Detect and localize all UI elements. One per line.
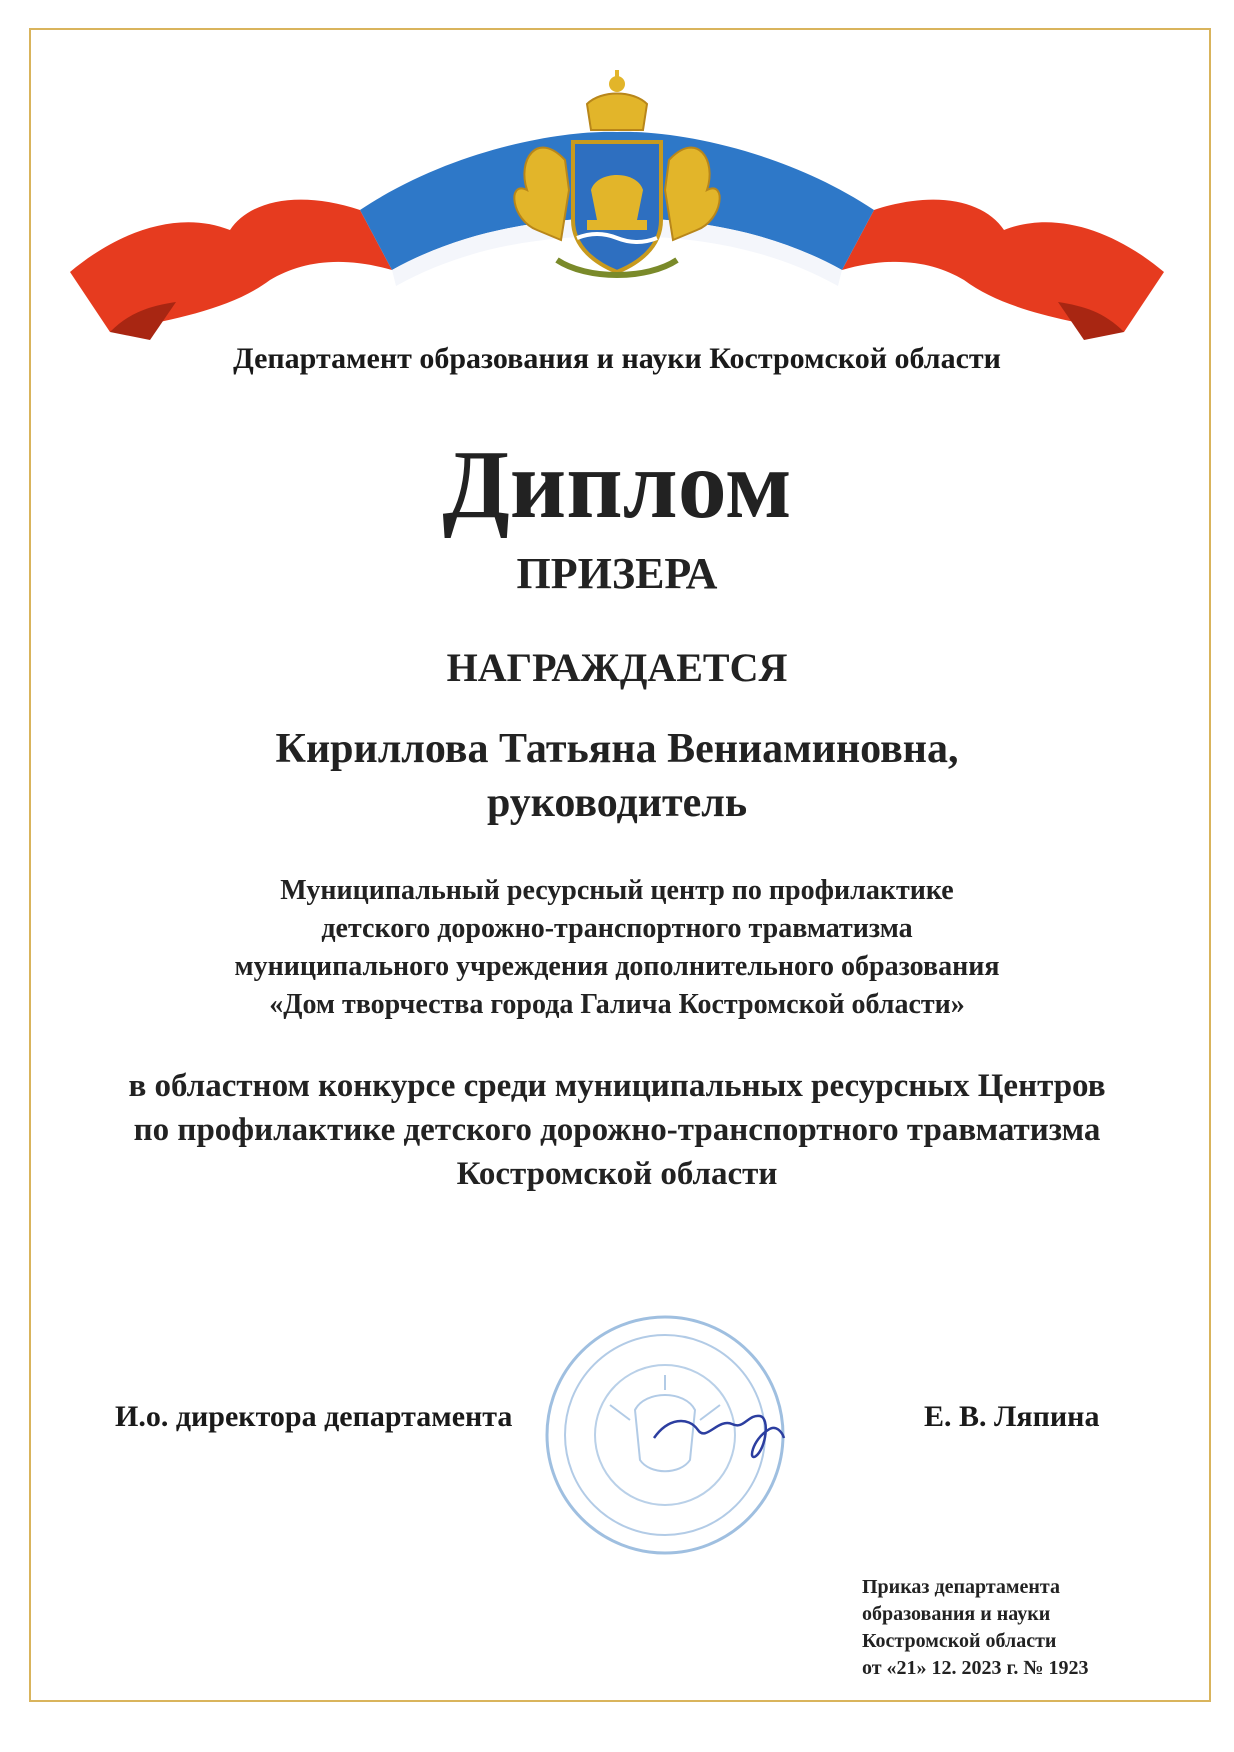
awarded-heading: НАГРАЖДАЕТСЯ [446, 645, 788, 690]
coat-of-arms [514, 70, 719, 275]
order-line: от «21» 12. 2023 г. № 1923 [862, 1657, 1089, 1679]
contest-description [0, 1064, 1234, 1196]
signatory-name: Е. В. Ляпина [924, 1400, 1100, 1433]
recipient [0, 722, 1234, 830]
diploma-subtitle: ПРИЗЕРА [516, 549, 718, 598]
right-red-ribbon [842, 200, 1164, 332]
left-red-ribbon [70, 200, 392, 332]
organization [0, 872, 1234, 1024]
organization-line: Муниципальный ресурсный центр по профилактике [280, 875, 954, 906]
order-line: образования и науки [862, 1603, 1051, 1625]
signature [648, 1388, 788, 1468]
contest-line: в областном конкурсе среди муниципальных ресурсных Центров [128, 1068, 1106, 1104]
contest-line: по профилактике детского дорожно-транспортного травматизма [133, 1112, 1101, 1148]
organization-line: «Дом творчества города Галича Костромской области» [269, 989, 965, 1020]
order-reference [862, 1574, 1088, 1682]
diploma-title: Диплом [442, 431, 792, 539]
organization-line: детского дорожно-транспортного травматизма [321, 913, 913, 944]
organization-line: муниципального учреждения дополнительного образования [234, 951, 1000, 982]
recipient-position: руководитель [486, 780, 748, 826]
department-title: Департамент образования и науки Костромской области [233, 342, 1001, 375]
order-line: Приказ департамента [862, 1576, 1060, 1598]
contest-line: Костромской области [456, 1156, 778, 1192]
order-line: Костромской области [862, 1630, 1057, 1652]
header-emblem [0, 40, 1234, 350]
signatory-title: И.о. директора департамента [115, 1400, 513, 1433]
recipient-name: Кириллова Татьяна Вениаминовна, [275, 726, 959, 772]
